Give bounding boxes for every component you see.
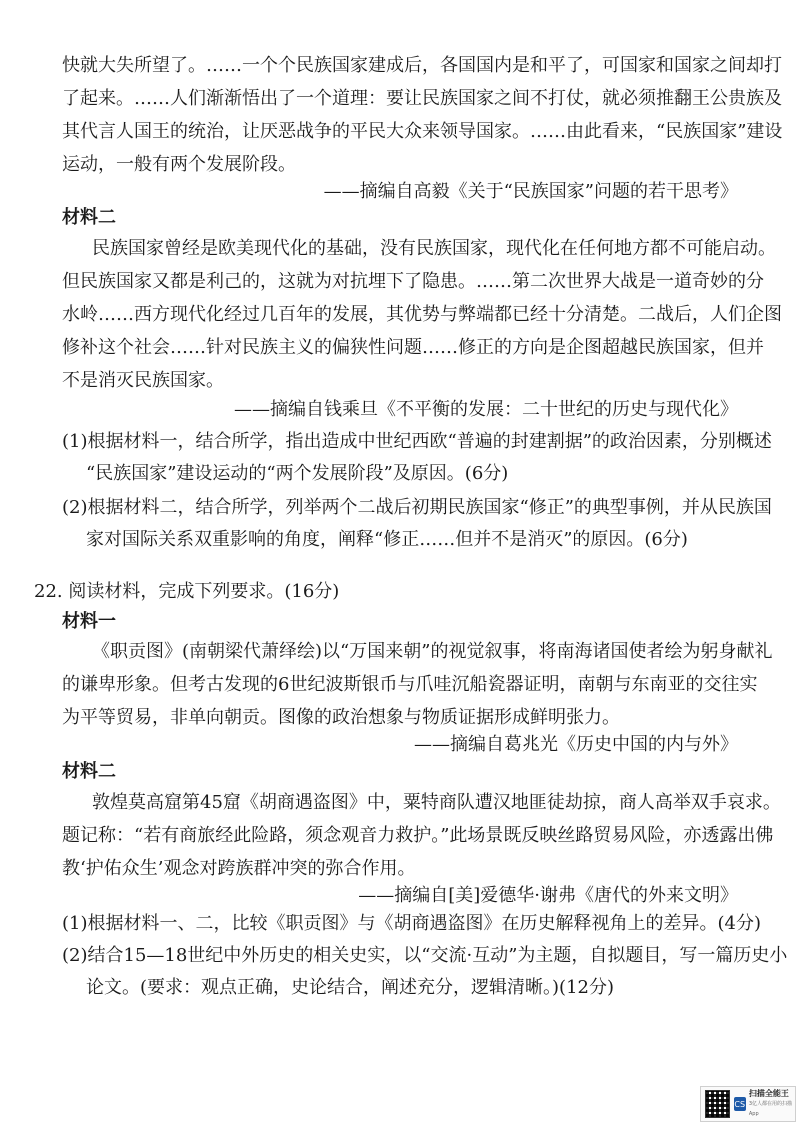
- text-line: 运动，一般有两个发展阶段。: [62, 154, 296, 175]
- text-line: 《职贡图》(南朝梁代萧绎绘)以“万国来朝”的视觉叙事，将南海诸国使者绘为躬身献礼: [92, 641, 773, 662]
- text-line: 水岭……西方现代化经过几百年的发展，其优势与弊端都已经十分清楚。二战后，人们企图: [62, 304, 782, 325]
- watermark-text: [749, 1089, 795, 1119]
- text-line: 题记称：“若有商旅经此险路，须念观音力救护。”此场景既反映丝路贸易风险，亦透露出佛: [62, 825, 774, 846]
- question-line: (1)根据材料一、二，比较《职贡图》与《胡商遇盗图》在历史解释视角上的差异。(4分): [62, 913, 761, 934]
- text-line: 民族国家曾经是欧美现代化的基础，没有民族国家，现代化在任何地方都不可能启动。: [92, 238, 776, 259]
- source-citation: ——摘编自钱乘旦《不平衡的发展：二十世纪的历史与现代化》: [234, 399, 738, 420]
- text-line: 其代言人国王的统治，让厌恶战争的平民大众来领导国家。……由此看来，“民族国家”建设: [62, 121, 783, 142]
- text-line: 为平等贸易，非单向朝贡。图像的政治想象与物质证据形成鲜明张力。: [62, 707, 620, 728]
- source-citation: ——摘编自[美]爱德华·谢弗《唐代的外来文明》: [358, 885, 738, 906]
- question-heading: 22. 阅读材料，完成下列要求。(16分): [34, 581, 340, 602]
- watermark-title: 扫描全能王: [748, 1089, 789, 1098]
- text-line: 的谦卑形象。但考古发现的6世纪波斯银币与爪哇沉船瓷器证明，南朝与东南亚的交往实: [62, 674, 758, 695]
- text-line: 修补这个社会……针对民族主义的偏狭性问题……修正的方向是企图超越民族国家，但并: [62, 337, 764, 358]
- question-line: 论文。(要求：观点正确，史论结合，阐述充分，逻辑清晰。)(12分): [86, 977, 614, 998]
- question-line: (2)根据材料二，结合所学，列举两个二战后初期民族国家“修正”的典型事例，并从民族国: [62, 497, 772, 518]
- text-line: 了起来。……人们渐渐悟出了一个道理：要让民族国家之间不打仗，就必须推翻王公贵族及: [62, 88, 782, 109]
- material-heading: 材料二: [62, 761, 116, 782]
- source-citation: ——摘编自葛兆光《历史中国的内与外》: [414, 734, 738, 755]
- material-heading: 材料二: [62, 207, 116, 228]
- text-line: 不是消灭民族国家。: [62, 370, 224, 391]
- qr-code-icon: [705, 1090, 730, 1118]
- question-line: “民族国家”建设运动的“两个发展阶段”及原因。(6分): [86, 463, 509, 484]
- text-line: 快就大失所望了。……一个个民族国家建成后，各国国内是和平了，可国家和国家之间却打: [62, 55, 782, 76]
- scanner-watermark: [700, 1086, 796, 1122]
- watermark-subtitle: 3亿人都在用的扫描App: [748, 1101, 793, 1117]
- text-line: 敦煌莫高窟第45窟《胡商遇盗图》中，粟特商队遭汉地匪徒劫掠，商人高举双手哀求。: [92, 792, 781, 813]
- camscanner-logo-icon: CS: [734, 1097, 746, 1111]
- question-line: 家对国际关系双重影响的角度，阐释“修正……但并不是消灭”的原因。(6分): [86, 529, 688, 550]
- question-line: (1)根据材料一，结合所学，指出造成中世纪西欧“普遍的封建割据”的政治因素，分别概述: [62, 431, 772, 452]
- material-heading: 材料一: [62, 611, 116, 632]
- question-line: (2)结合15—18世纪中外历史的相关史实，以“交流·互动”为主题，自拟题目，写一篇历史小: [62, 945, 788, 966]
- source-citation: ——摘编自高毅《关于“民族国家”问题的若干思考》: [323, 181, 738, 202]
- text-line: 但民族国家又都是利己的，这就为对抗埋下了隐患。……第二次世界大战是一道奇妙的分: [62, 271, 764, 292]
- text-line: 教‘护佑众生’观念对跨族群冲突的弥合作用。: [62, 858, 416, 879]
